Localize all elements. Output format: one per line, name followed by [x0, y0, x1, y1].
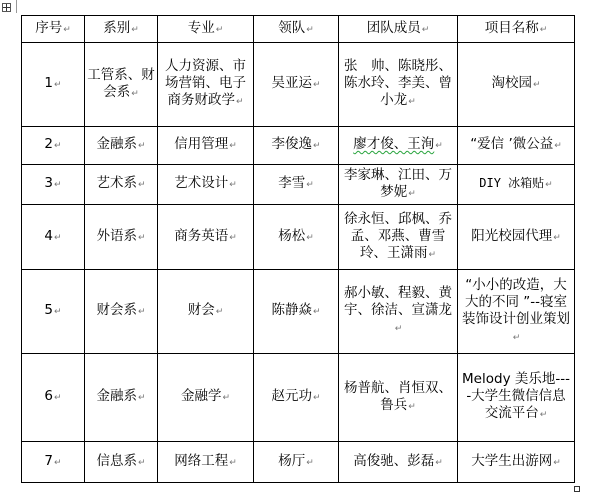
cell-members: 张 帅、陈晓彤、陈水玲、李美、曾小龙 ↵: [339, 43, 458, 127]
cell-members: 郝小敏、程毅、黄宇、徐洁、宣潇龙 ↵: [339, 270, 458, 354]
cell-major: 财会 ↵: [158, 270, 254, 354]
table-row: [22, 43, 575, 127]
members-text: 廖才俊、王洵: [353, 136, 435, 152]
cell-major: 金融学 ↵: [158, 354, 254, 442]
cell-leader: 赵元功 ↵: [254, 354, 339, 442]
cell-major: 网络工程 ↵: [158, 442, 254, 483]
cell-leader: 杨松 ↵: [254, 205, 339, 270]
team-project-table: [21, 15, 575, 483]
table-move-handle-icon[interactable]: [2, 3, 11, 12]
cell-members: [339, 127, 458, 165]
cell-leader: 吴亚运 ↵: [254, 43, 339, 127]
header-cell-project: 项目名称 ↵: [458, 16, 575, 43]
cell-project: [458, 165, 575, 205]
table-row: [22, 205, 575, 270]
cell-dept: 艺术系 ↵: [85, 165, 158, 205]
cell-major: 艺术设计 ↵: [158, 165, 254, 205]
table-row: [22, 442, 575, 483]
cell-leader: 陈静焱 ↵: [254, 270, 339, 354]
cell-members: 徐永恒、邱枫、乔孟、邓燕、曹雪玲、王潇雨 ↵: [339, 205, 458, 270]
text-cursor: [16, 0, 17, 13]
cell-dept: 工管系、财会系 ↵: [85, 43, 158, 127]
cell-project: 阳光校园代理 ↵: [458, 205, 575, 270]
cell-project: “小小的改造，大大的不同 ”--寝室装饰设计创业策划 ↵: [458, 270, 575, 354]
cell-no: 4 ↵: [22, 205, 85, 270]
cell-members: 李家琳、江田、万梦妮 ↵: [339, 165, 458, 205]
cell-no: 2 ↵: [22, 127, 85, 165]
cell-members: 杨普航、肖恒双、鲁兵 ↵: [339, 354, 458, 442]
cell-leader: 李俊逸 ↵: [254, 127, 339, 165]
cell-major: 人力资源、市场营销、电子商务财政学 ↵: [158, 43, 254, 127]
header-cell-no: 序号 ↵: [22, 16, 85, 43]
table-header-row: [22, 16, 575, 43]
cell-project: 淘校园 ↵: [458, 43, 575, 127]
table-row: [22, 270, 575, 354]
cell-dept: 外语系 ↵: [85, 205, 158, 270]
table-row: [22, 127, 575, 165]
table-resize-handle[interactable]: [574, 486, 580, 492]
cell-project: 大学生出游网 ↵: [458, 442, 575, 483]
project-text: DIY 冰箱贴: [479, 176, 545, 190]
table-row: [22, 354, 575, 442]
cell-members: 高俊驰、彭磊 ↵: [339, 442, 458, 483]
header-cell-leader: 领队 ↵: [254, 16, 339, 43]
cell-no: 6 ↵: [22, 354, 85, 442]
cell-no: 7 ↵: [22, 442, 85, 483]
cell-major: 商务英语 ↵: [158, 205, 254, 270]
cell-dept: 金融系 ↵: [85, 354, 158, 442]
cell-no: 3 ↵: [22, 165, 85, 205]
cell-dept: 金融系 ↵: [85, 127, 158, 165]
cell-no: 5 ↵: [22, 270, 85, 354]
cell-leader: 李雪 ↵: [254, 165, 339, 205]
cell-project: Melody 美乐地----大学生微信信息交流平台 ↵: [458, 354, 575, 442]
header-cell-major: 专业 ↵: [158, 16, 254, 43]
table-row: [22, 165, 575, 205]
cell-dept: 财会系 ↵: [85, 270, 158, 354]
cell-dept: 信息系 ↵: [85, 442, 158, 483]
cell-leader: 杨厅 ↵: [254, 442, 339, 483]
cell-project: “爱信 ’微公益 ↵: [458, 127, 575, 165]
header-cell-dept: 系别 ↵: [85, 16, 158, 43]
header-cell-members: 团队成员 ↵: [339, 16, 458, 43]
cell-no: 1 ↵: [22, 43, 85, 127]
cell-major: 信用管理 ↵: [158, 127, 254, 165]
